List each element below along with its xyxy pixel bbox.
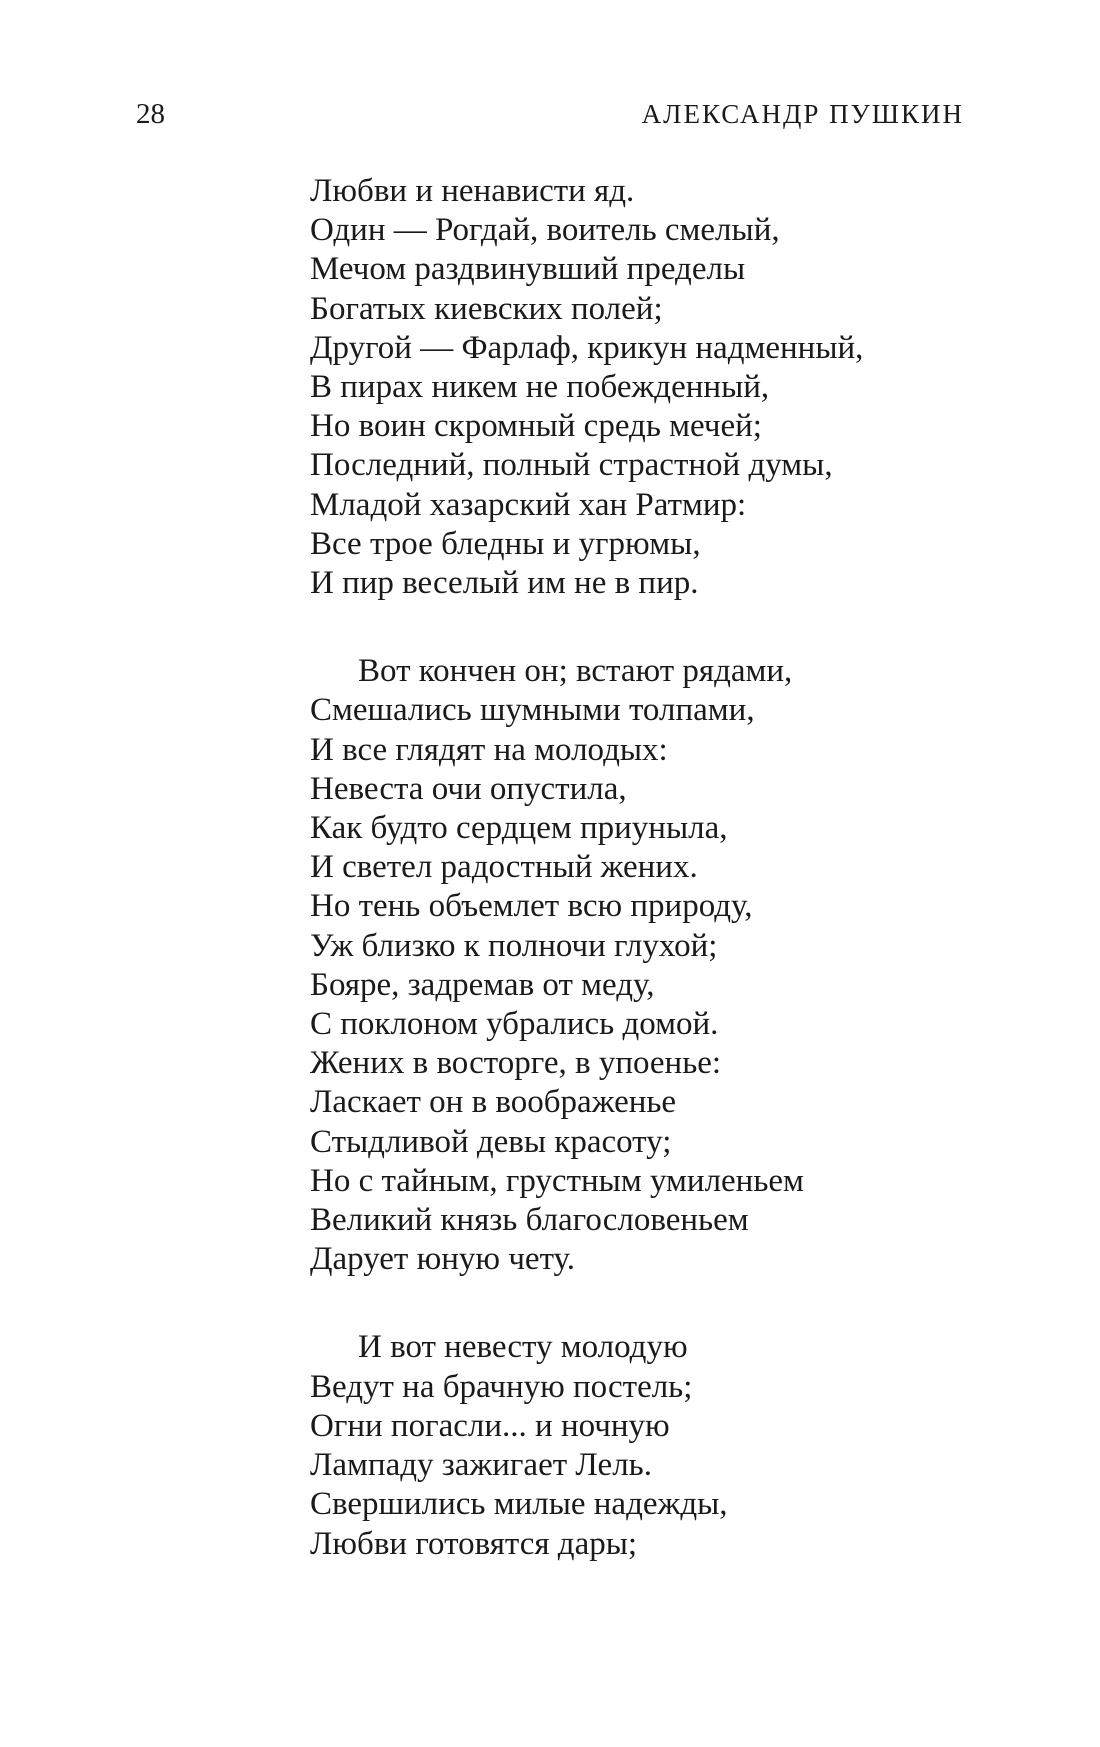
stanza — [310, 172, 1010, 603]
verse-line: Младой хазарский хан Ратмир: — [310, 486, 747, 523]
verse-line: Мечом раздвинувший пределы — [310, 251, 746, 288]
stanza — [310, 1328, 1010, 1563]
verse-line: Но тень объемлет всю природу, — [310, 888, 753, 925]
verse-line: Уж близко к полночи глухой; — [310, 927, 718, 964]
author-header: АЛЕКСАНДР ПУШКИН — [641, 99, 964, 129]
verse-line: С поклоном убрались домой. — [310, 1006, 719, 1043]
verse-line: И светел радостный жених. — [310, 849, 698, 886]
verse-line: Дарует юную чету. — [310, 1241, 575, 1278]
verse-line: Лампаду зажигает Лель. — [310, 1447, 652, 1484]
verse-line: И вот невесту молодую — [358, 1329, 688, 1366]
verse-line: Стыдливой девы красоту; — [310, 1123, 672, 1160]
verse-line: И пир веселый им не в пир. — [310, 565, 699, 602]
verse-line: Но с тайным, грустным умиленьем — [310, 1162, 804, 1199]
verse-line: И все глядят на молодых: — [310, 731, 668, 768]
verse-line: Все трое бледны и угрюмы, — [310, 525, 701, 562]
verse-line: Любви и ненависти яд. — [310, 173, 635, 209]
verse-line: Ласкает он в воображенье — [310, 1084, 677, 1121]
verse-line: Ведут на брачную постель; — [310, 1368, 693, 1405]
verse-line: Но воин скромный средь мечей; — [310, 408, 762, 445]
page-number: 28 — [136, 98, 165, 130]
verse-line: Один — Рогдай, воитель смелый, — [310, 212, 780, 249]
verse-line: Свершились милые надежды, — [310, 1486, 728, 1523]
verse-line: Как будто сердцем приуныла, — [310, 810, 728, 847]
poem-body — [310, 172, 1010, 1613]
verse-line: Огни погасли... и ночную — [310, 1407, 670, 1444]
verse-line: Невеста очи опустила, — [310, 770, 627, 807]
verse-line: Бояре, задремав от меду, — [310, 966, 655, 1003]
verse-line: Любви готовятся дары; — [310, 1525, 638, 1562]
verse-line: Последний, полный страстной думы, — [310, 447, 833, 484]
verse-line: Вот кончен он; встают рядами, — [358, 653, 793, 690]
verse-line: Другой — Фарлаф, крикун надменный, — [310, 329, 864, 366]
running-head — [136, 94, 964, 134]
verse-line: Великий князь благословеньем — [310, 1202, 749, 1239]
verse-line: Жених в восторге, в упоенье: — [310, 1045, 722, 1082]
verse-line: Богатых киевских полей; — [310, 290, 663, 327]
stanza — [310, 652, 1010, 1279]
verse-line: В пирах никем не побежденный, — [310, 369, 770, 406]
verse-line: Смешались шумными толпами, — [310, 692, 755, 729]
